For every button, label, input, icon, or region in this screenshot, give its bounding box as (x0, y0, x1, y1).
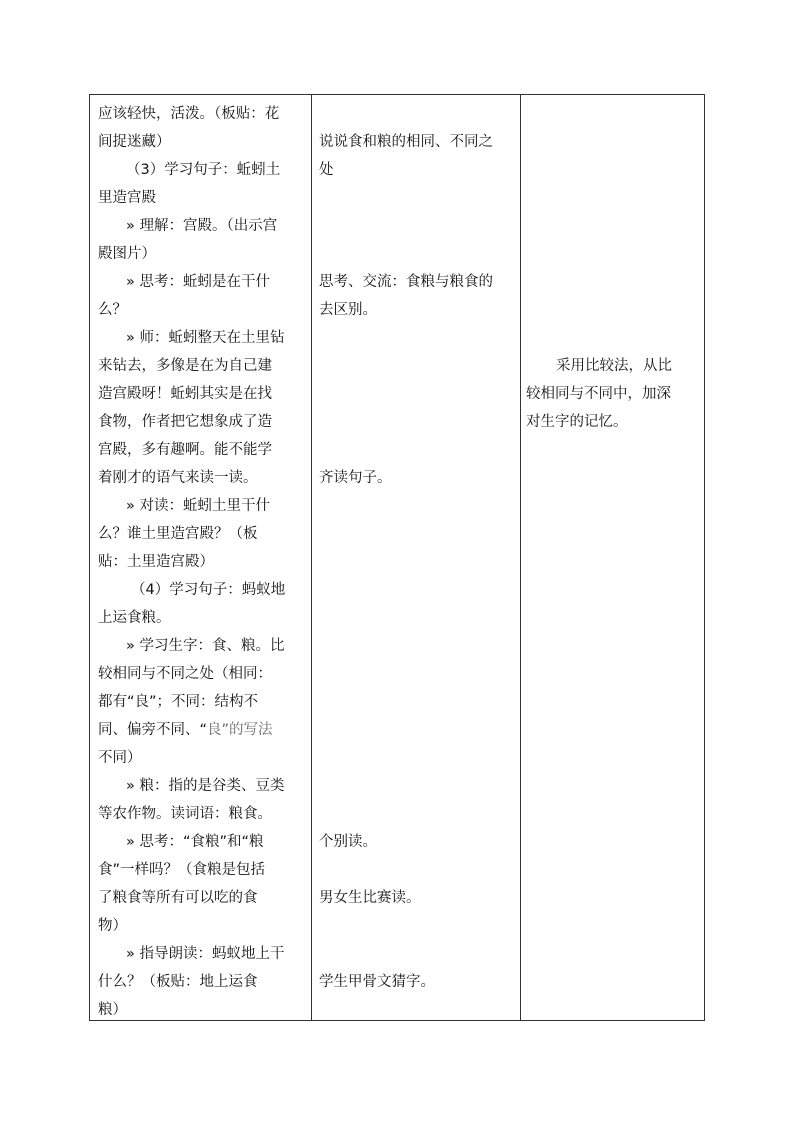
student-activity-column (311, 95, 520, 1020)
text-line: 对生字的记忆。 (526, 414, 628, 430)
text-line: 了粮食等所有可以吃的食 (98, 890, 258, 906)
text-line: 应该轻快，活泼。（板贴：花 (98, 106, 280, 122)
text-line: 个别读。 (319, 834, 377, 850)
text-line: » 理解：宫殿。（出示宫 (126, 218, 278, 234)
text-line: 男女生比赛读。 (319, 890, 421, 906)
text-line: » 指导朗读：蚂蚁地上干 (126, 946, 285, 962)
text-line: 造宫殿呀！蚯蚓其实是在找 (98, 386, 272, 402)
text-line: 粮） (98, 1002, 127, 1018)
text-line: 殿图片） (98, 246, 156, 262)
text-line: 么？谁土里造宫殿？（板 (98, 526, 258, 542)
design-intent-column (520, 95, 704, 1020)
text-line: » 师：蚯蚓整天在土里钻 (126, 330, 285, 346)
text-line: 较相同与不同之处（相同： (98, 666, 272, 682)
text-line: 宫殿，多有趣啊。能不能学 (98, 442, 272, 458)
text-line: 说说食和粮的相同、不同之 (319, 134, 493, 150)
text-line: 么？ (98, 302, 127, 318)
text-line: 处 (319, 162, 334, 178)
text-line: 都有“良”；不同：结构不 (98, 694, 259, 710)
text-line: 什么？（板贴：地上运食 (98, 974, 258, 990)
text-line: 上运食粮。 (98, 610, 171, 626)
text-line: 采用比较法，从比 (556, 358, 672, 374)
text-line: 学生甲骨文猜字。 (319, 974, 435, 990)
text-line: 着刚才的语气来读一读。 (98, 470, 258, 486)
text-fragment-gray: 良”的写法 (207, 722, 273, 738)
text-line: 物） (98, 918, 127, 934)
teacher-activity-column (90, 95, 311, 1020)
text-line: 思考、交流：食粮与粮食的 (319, 274, 493, 290)
text-line: 来钻去，多像是在为自己建 (98, 358, 272, 374)
text-line: 不同） (98, 750, 142, 766)
text-line: » 对读：蚯蚓土里干什 (126, 498, 270, 514)
text-line: （4）学习句子：蚂蚁地 (131, 582, 286, 598)
text-fragment: 同、偏旁不同、“ (98, 722, 208, 738)
text-line: 间捉迷藏） (98, 134, 171, 150)
text-line: （3）学习句子：蚯蚓土 (126, 162, 281, 178)
text-line (98, 720, 273, 740)
text-line: 去区别。 (319, 302, 377, 318)
text-line: 食”一样吗？（食粮是包括 (98, 862, 266, 878)
text-line: 里造宫殿 (98, 190, 156, 206)
text-line: 较相同与不同中，加深 (526, 386, 671, 402)
text-line: » 学习生字：食、粮。比 (126, 638, 285, 654)
text-line: 贴：土里造宫殿） (98, 554, 214, 570)
text-line: 食物，作者把它想象成了造 (98, 414, 272, 430)
text-line: » 思考：“食粮”和“粮 (126, 834, 264, 850)
text-line: 等农作物。读词语：粮食。 (98, 806, 272, 822)
text-line: » 粮：指的是谷类、豆类 (126, 778, 285, 794)
text-line: » 思考：蚯蚓是在干什 (126, 274, 270, 290)
text-line: 齐读句子。 (319, 470, 392, 486)
lesson-plan-table (89, 94, 705, 1021)
